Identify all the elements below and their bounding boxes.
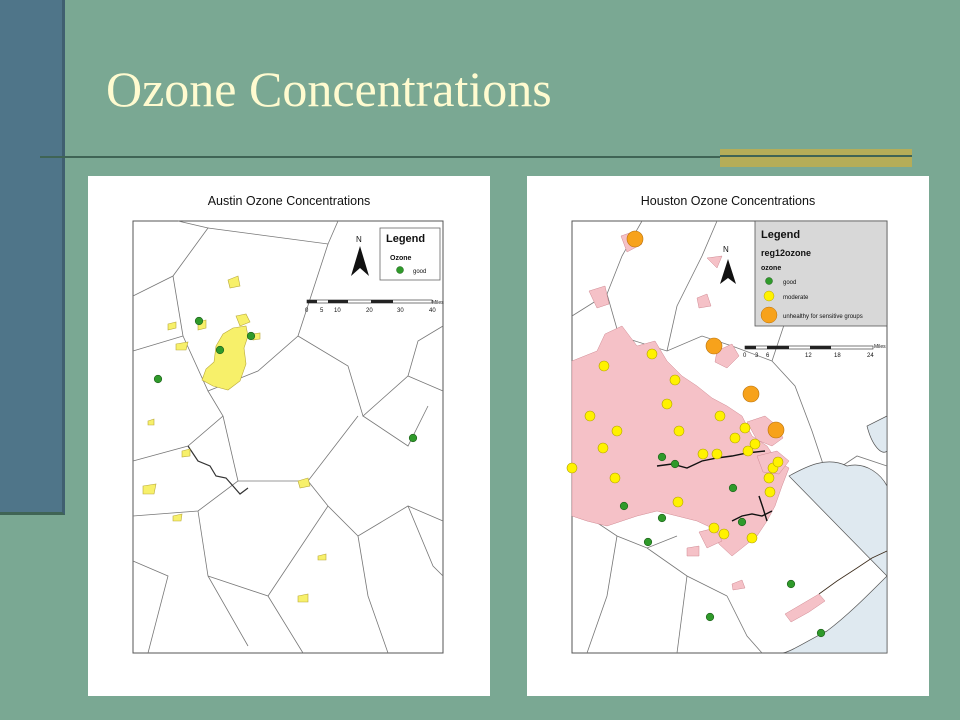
monitor-moderate-point bbox=[599, 361, 609, 371]
monitor-moderate-point bbox=[740, 423, 750, 433]
houston-scale-tick: 12 bbox=[805, 353, 812, 359]
houston-scale-tick: 18 bbox=[834, 353, 841, 359]
monitor-unhealthy-point bbox=[627, 231, 643, 247]
monitor-moderate-point bbox=[647, 349, 657, 359]
austin-legend-subtitle: Ozone bbox=[390, 255, 412, 262]
monitor-moderate-point bbox=[585, 411, 595, 421]
austin-legend-good-label: good bbox=[413, 269, 427, 275]
houston-map-panel bbox=[527, 176, 929, 696]
monitor-good-point bbox=[787, 580, 795, 588]
austin-scale-tick: 20 bbox=[366, 308, 373, 314]
houston-legend-layer: reg12ozone bbox=[761, 248, 812, 258]
monitor-moderate-point bbox=[730, 433, 740, 443]
monitor-moderate-point bbox=[765, 487, 775, 497]
houston-legend-box bbox=[755, 221, 887, 326]
monitor-moderate-point bbox=[773, 457, 783, 467]
monitor-moderate-point bbox=[715, 411, 725, 421]
houston-legend-unhealthy-swatch bbox=[761, 307, 777, 323]
monitor-good-point bbox=[409, 434, 417, 442]
houston-legend-unhealthy-label: unhealthy for sensitive groups bbox=[783, 314, 863, 320]
monitor-good-point bbox=[247, 332, 255, 340]
monitor-good-point bbox=[216, 346, 224, 354]
monitor-moderate-point bbox=[598, 443, 608, 453]
monitor-good-point bbox=[658, 453, 666, 461]
monitor-unhealthy-point bbox=[768, 422, 784, 438]
monitor-good-point bbox=[671, 460, 679, 468]
monitor-moderate-point bbox=[747, 533, 757, 543]
houston-legend-subtitle: ozone bbox=[761, 265, 782, 272]
houston-legend-moderate-label: moderate bbox=[783, 295, 809, 301]
austin-scale-tick: 30 bbox=[397, 308, 404, 314]
monitor-good-point bbox=[706, 613, 714, 621]
austin-scale-tick: 5 bbox=[320, 308, 324, 314]
slide-title: Ozone Concentrations bbox=[106, 61, 552, 117]
houston-legend-title: Legend bbox=[761, 229, 801, 241]
monitor-moderate-point bbox=[612, 426, 622, 436]
monitor-moderate-point bbox=[567, 463, 577, 473]
monitor-good-point bbox=[154, 375, 162, 383]
austin-legend-box bbox=[380, 228, 440, 280]
houston-scale-unit: Miles bbox=[874, 344, 886, 350]
houston-scale-tick: 0 bbox=[743, 353, 747, 359]
monitor-moderate-point bbox=[709, 523, 719, 533]
houston-scale-tick: 6 bbox=[766, 353, 770, 359]
monitor-good-point bbox=[644, 538, 652, 546]
monitor-unhealthy-point bbox=[706, 338, 722, 354]
austin-legend-good-swatch bbox=[397, 267, 404, 274]
austin-map-title: Austin Ozone Concentrations bbox=[207, 194, 371, 208]
austin-scale-unit: Miles bbox=[432, 300, 444, 306]
monitor-moderate-point bbox=[719, 529, 729, 539]
austin-legend-title: Legend bbox=[386, 233, 426, 245]
monitor-good-point bbox=[620, 502, 628, 510]
austin-scale-tick: 10 bbox=[334, 308, 341, 314]
houston-scale-tick: 3 bbox=[755, 353, 759, 359]
monitor-good-point bbox=[658, 514, 666, 522]
monitor-good-point bbox=[738, 518, 746, 526]
houston-scale-tick: 24 bbox=[867, 353, 874, 359]
monitor-moderate-point bbox=[673, 497, 683, 507]
monitor-moderate-point bbox=[764, 473, 774, 483]
left-accent-band bbox=[0, 0, 65, 515]
title-accent-bar bbox=[720, 149, 912, 167]
monitor-moderate-point bbox=[750, 439, 760, 449]
houston-map bbox=[527, 176, 929, 696]
austin-scale-tick: 0 bbox=[305, 308, 309, 314]
houston-map-title: Houston Ozone Concentrations bbox=[640, 194, 816, 208]
monitor-good-point bbox=[195, 317, 203, 325]
monitor-moderate-point bbox=[610, 473, 620, 483]
houston-legend-moderate-swatch bbox=[764, 291, 774, 301]
monitor-moderate-point bbox=[712, 449, 722, 459]
monitor-moderate-point bbox=[698, 449, 708, 459]
austin-scale-tick: 40 bbox=[429, 308, 436, 314]
monitor-unhealthy-point bbox=[743, 386, 759, 402]
austin-map bbox=[88, 176, 490, 696]
monitor-good-point bbox=[817, 629, 825, 637]
austin-north-label: N bbox=[356, 235, 362, 244]
monitor-good-point bbox=[729, 484, 737, 492]
austin-map-panel bbox=[88, 176, 490, 696]
monitor-moderate-point bbox=[674, 426, 684, 436]
houston-legend-good-swatch bbox=[766, 278, 773, 285]
austin-map-frame bbox=[133, 221, 443, 653]
monitor-moderate-point bbox=[662, 399, 672, 409]
houston-legend-good-label: good bbox=[783, 280, 797, 286]
houston-north-label: N bbox=[723, 245, 729, 254]
monitor-moderate-point bbox=[670, 375, 680, 385]
